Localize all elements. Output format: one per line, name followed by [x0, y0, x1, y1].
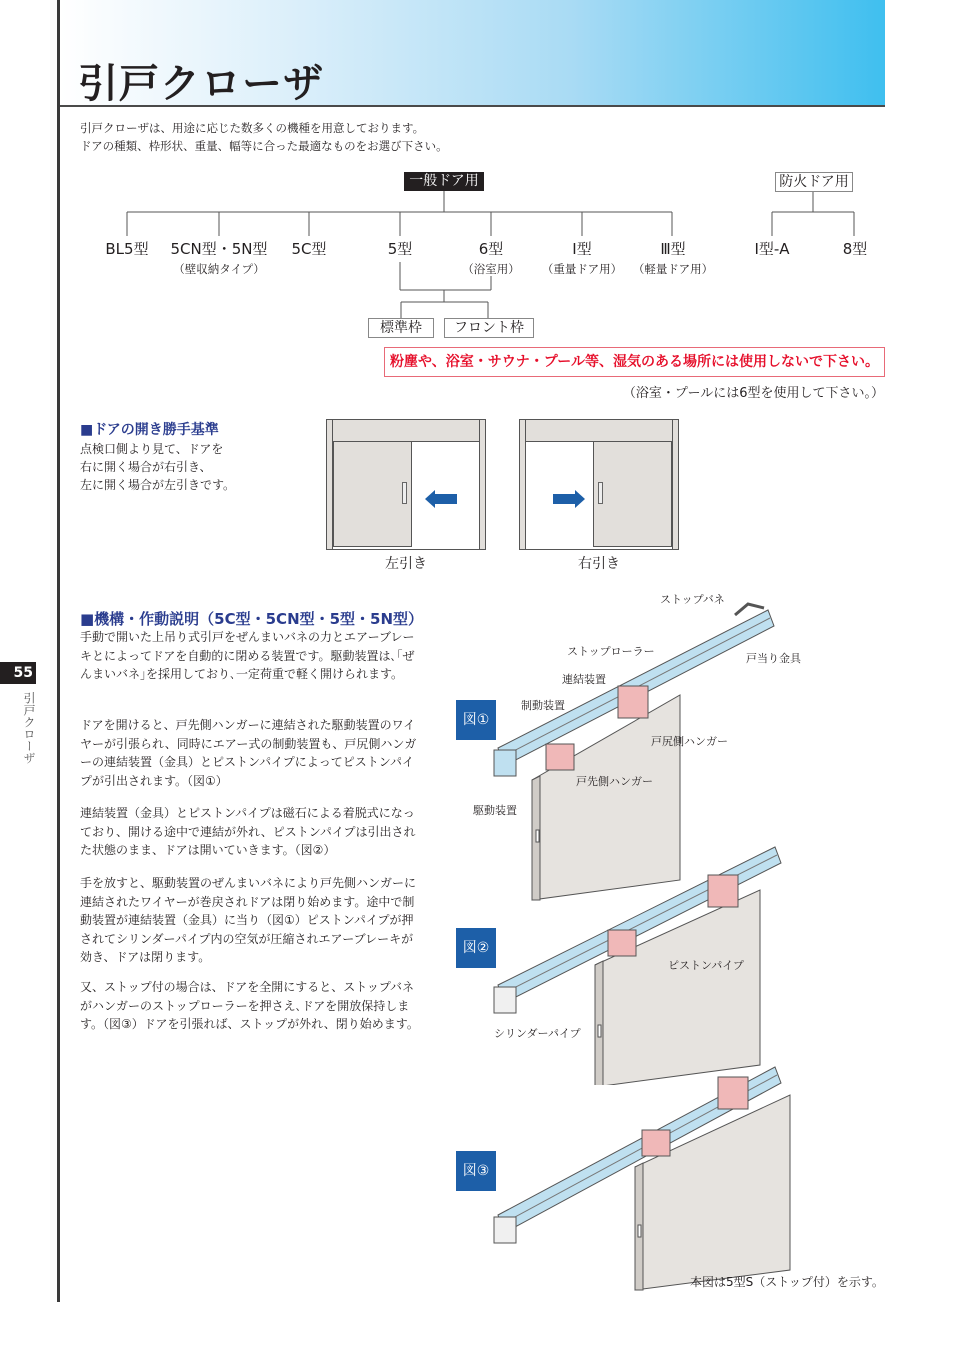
figure-2-badge: 図②	[456, 928, 496, 968]
callout-coupling: 連結装置	[562, 673, 606, 686]
model-5: 5型	[387, 240, 413, 258]
right-slide-diagram	[519, 419, 679, 550]
door-handle-icon	[598, 482, 603, 504]
model-8: 8型	[842, 240, 868, 258]
callout-cylinder-pipe: シリンダーパイプ	[494, 1027, 581, 1040]
mechanism-title: ■機構・作動説明（5C型・5CN型・5型・5N型）	[80, 610, 424, 628]
figure-3-badge: 図③	[456, 1151, 496, 1191]
frame-front: フロント枠	[444, 318, 534, 338]
model-tree	[0, 0, 954, 410]
model-6: 6型 （浴室用）	[462, 240, 520, 276]
arrow-left-icon	[425, 490, 459, 508]
model-i: Ⅰ型 （重量ドア用）	[541, 240, 623, 276]
left-slide-diagram	[326, 419, 486, 550]
arrow-right-icon	[553, 490, 587, 508]
figure-1-badge: 図①	[456, 700, 496, 740]
door-direction-text: 点検口側より見て、ドアを 右に開く場合が右引き、 左に開く場合が左引きです。	[80, 442, 236, 492]
page-number: 55	[0, 662, 36, 684]
callout-piston-pipe: ピストンパイプ	[668, 959, 744, 972]
frame-standard: 標準枠	[368, 318, 434, 338]
door-handle-icon	[402, 482, 407, 504]
model-5cn-5n: 5CN型・5N型 （壁収納タイプ）	[170, 240, 268, 276]
callout-brake: 制動装置	[521, 699, 565, 712]
callout-rear-hanger: 戸尻側ハンガー	[651, 735, 728, 748]
mechanism-paragraph: ドアを開けると、戸先側ハンガーに連結された駆動装置のワイヤーが引張られ、同時にエアー式の制動装置も、戸尻側ハンガーの連結装置（金具）とピストンパイプによってピストンパイプが引出されます。（図①）	[80, 718, 417, 788]
warning-box: 粉塵や、浴室・サウナ・プール等、湿気のある場所には使用しないで下さい。	[384, 347, 885, 377]
left-slide-caption: 左引き	[385, 556, 427, 572]
door-direction-title: ■ドアの開き勝手基準	[80, 422, 219, 438]
intro-text: 引戸クローザは、用途に応じた数多くの機種を用意しております。 ドアの種類、枠形状、重量、幅等に合った最適なものをお選び下さい。	[80, 121, 448, 153]
mechanism-paragraph: 手動で開いた上吊り式引戸をぜんまいバネの力とエアーブレーキとによってドアを自動的に閉める装置です。駆動装置は､｢ぜんまいバネ｣を採用しており､一定荷重で軽く開けられます。	[80, 630, 415, 681]
warning-note: （浴室・プールには6型を使用して下さい。）	[622, 386, 884, 401]
callout-stop-spring: ストップバネ	[660, 593, 725, 606]
callout-drive: 駆動装置	[473, 804, 517, 817]
door-panel	[333, 442, 412, 547]
general-door-label: 一般ドア用	[404, 172, 484, 191]
model-iii: Ⅲ型 （軽量ドア用）	[632, 240, 714, 276]
figure-2-diagram	[490, 835, 810, 1085]
page-title: 引戸クローザ	[78, 61, 324, 107]
fire-door-label: 防火ドア用	[775, 172, 853, 192]
mechanism-paragraph: 手を放すと、駆動装置のぜんまいバネにより戸先側ハンガーに連結されたワイヤーが巻戻されドアは閉り始めます。途中で制動装置が連結装置（金具）に当り（図①）ピストンパイプが押されてシリンダーパイプ内の空気が圧縮されエアーブレーキが効き、ドアは閉ります。	[80, 876, 417, 964]
model-bl5: BL5型	[105, 240, 149, 258]
side-section-label: 引戸クローザ	[22, 692, 36, 764]
model-i-a: Ⅰ型-A	[754, 240, 790, 258]
callout-stop-roller: ストップローラー	[567, 645, 655, 658]
callout-front-hanger: 戸先側ハンガー	[576, 775, 653, 788]
door-panel	[593, 442, 672, 547]
right-slide-caption: 右引き	[578, 556, 620, 572]
mechanism-paragraph: 又、ストップ付の場合は、ドアを全開にすると、ストップバネがハンガーのストップローラーを押さえ､ドアを開放保持します。（図③）ドアを引張れば、ストップが外れ、閉り始めます。	[80, 980, 419, 1031]
figure-3-diagram	[490, 1055, 810, 1295]
callout-door-stop-bracket: 戸当り金具	[746, 652, 801, 665]
mechanism-paragraph: 連結装置（金具）とピストンパイプは磁石による着脱式になっており、開ける途中で連結が外れ、ピストンパイプは引出された状態のまま、ドアは開いていきます。（図②）	[80, 806, 416, 857]
figure-caption: 本図は5型S（ストップ付）を示す。	[690, 1275, 884, 1289]
model-5c: 5C型	[291, 240, 327, 258]
